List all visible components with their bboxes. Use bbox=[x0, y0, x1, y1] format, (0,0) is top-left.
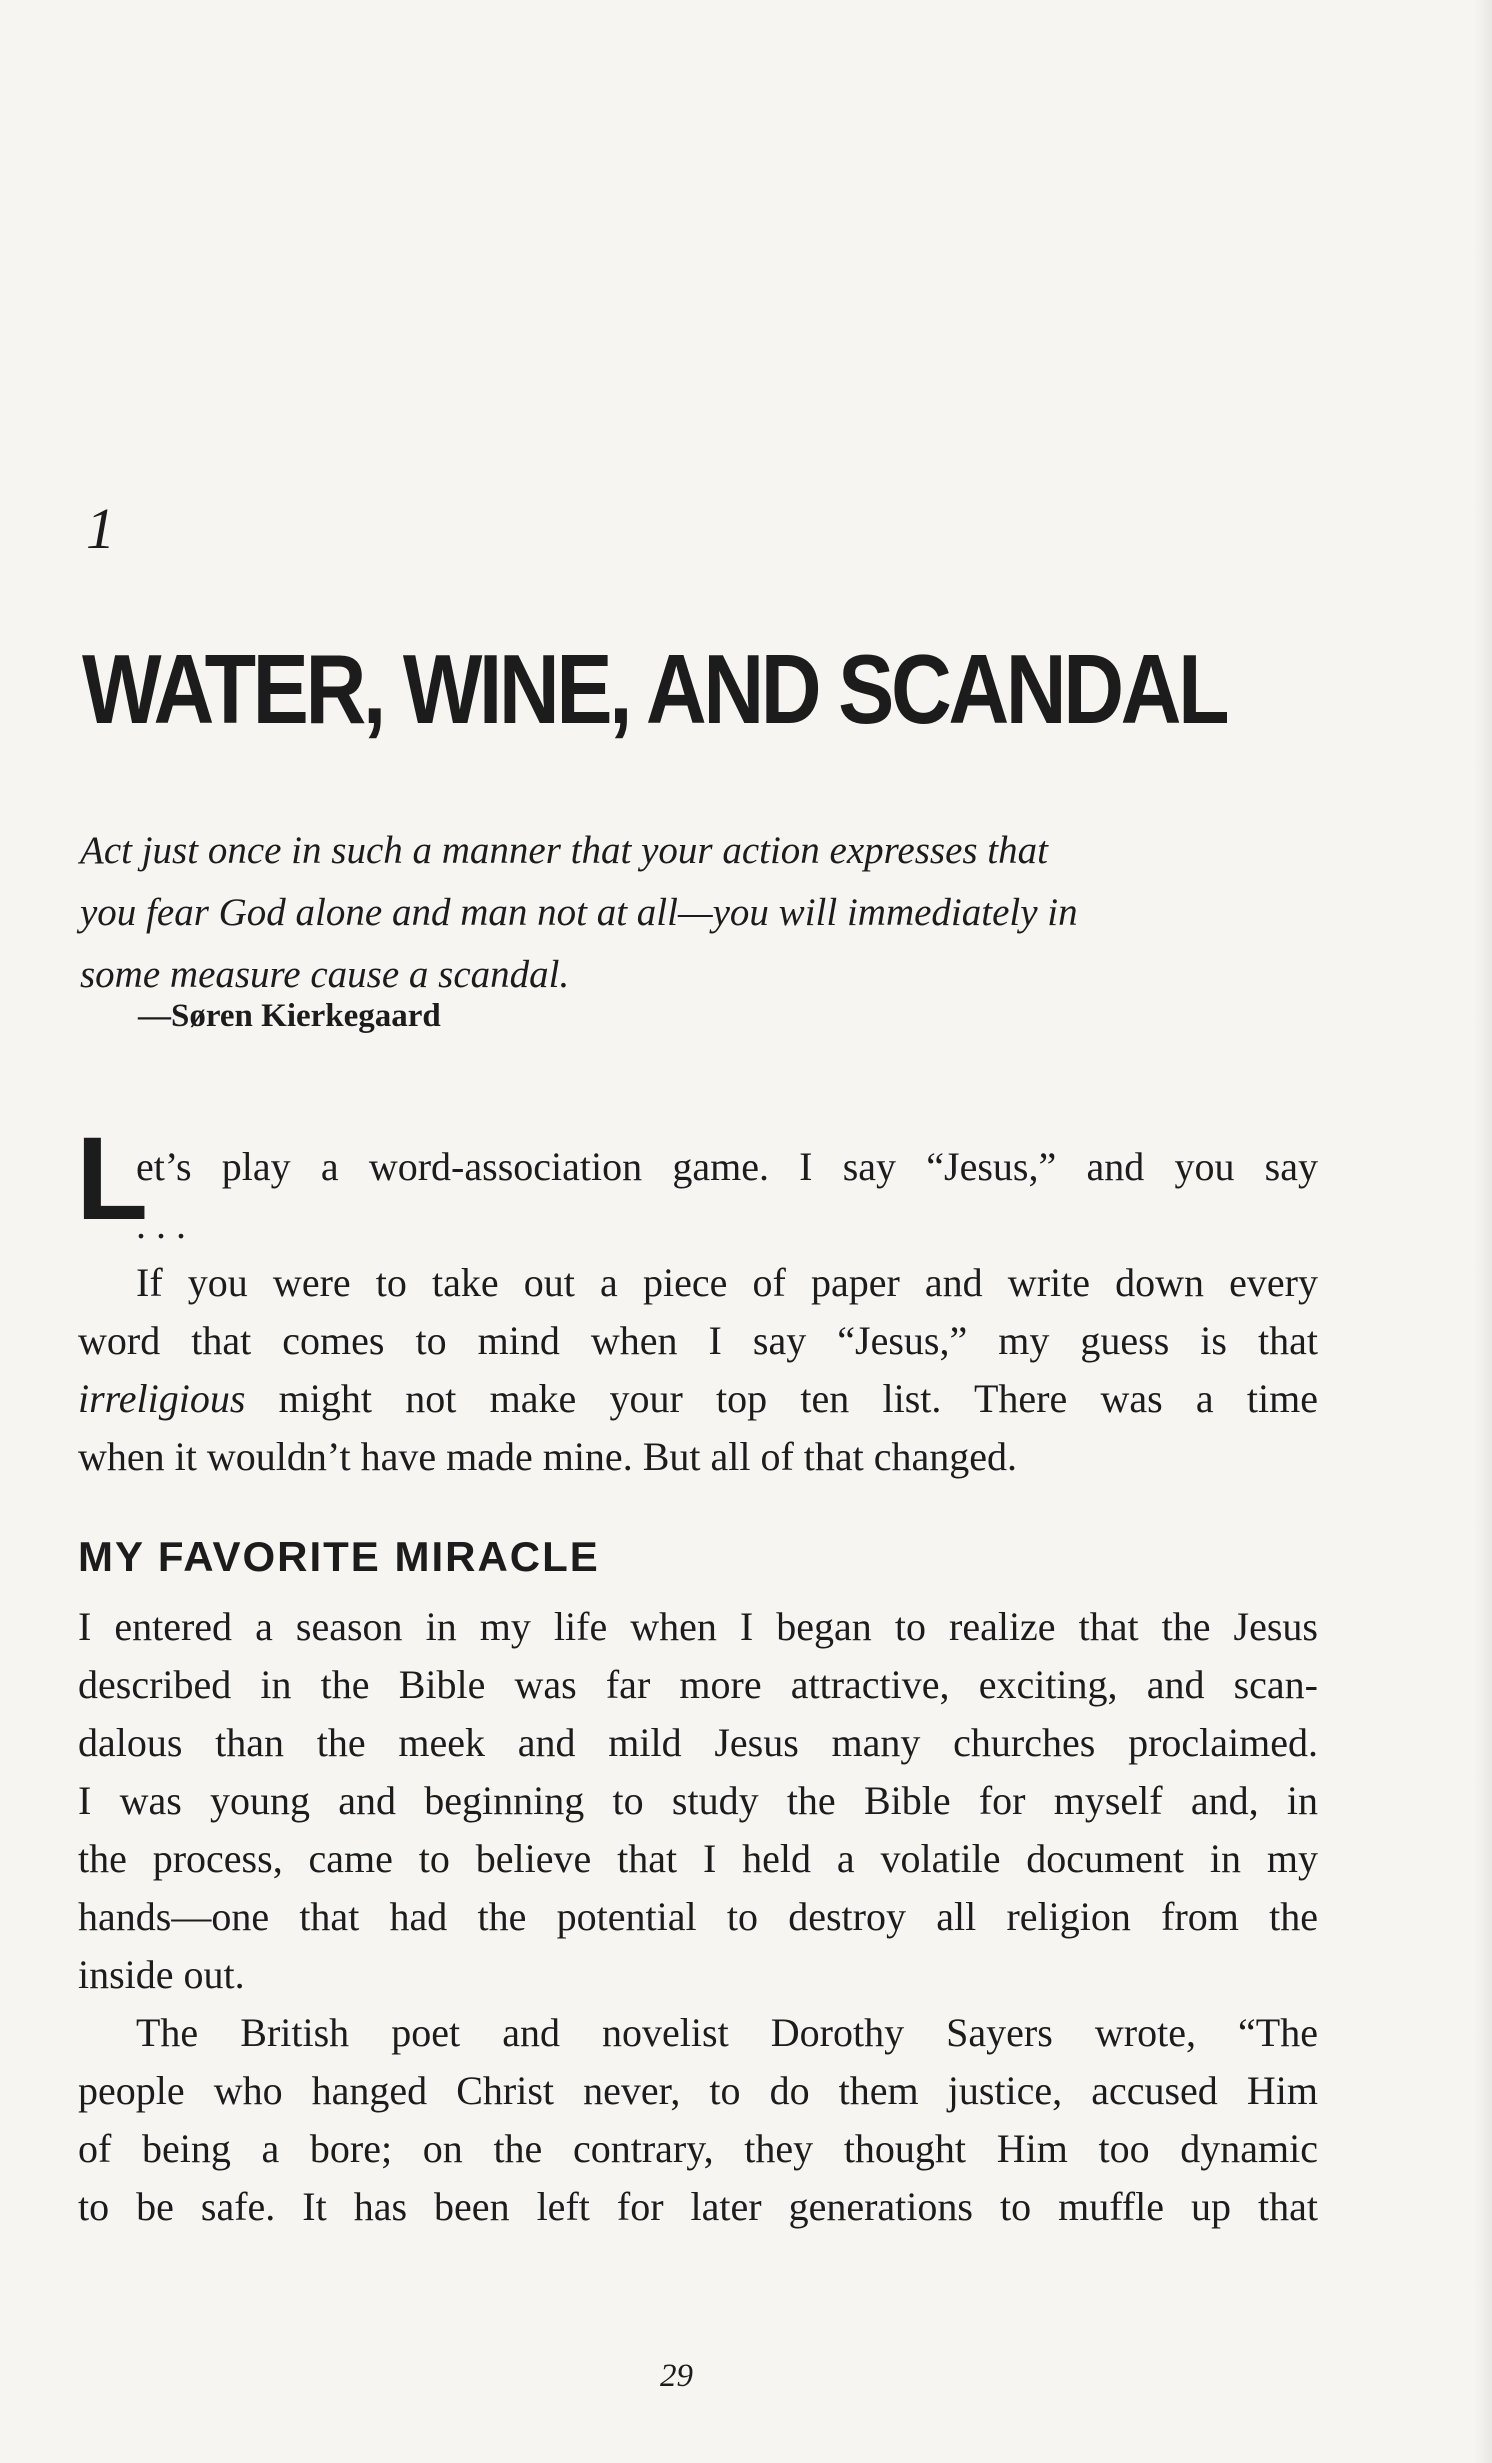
body-line: word that comes to mind when I say “Jesus,” my guess is that bbox=[78, 1318, 1318, 1363]
epigraph bbox=[80, 820, 1320, 1006]
epigraph-line: you fear God alone and man not at all—you will immediately in bbox=[80, 891, 1078, 934]
opening-line bbox=[136, 1138, 1318, 1196]
chapter-title: WATER, WINE, AND SCANDAL bbox=[82, 634, 1227, 744]
epigraph-line: some measure cause a scandal. bbox=[80, 953, 570, 996]
body-line: I was young and beginning to study the Bible for myself and, in bbox=[78, 1778, 1318, 1823]
body-line: when it wouldn’t have made mine. But all of that changed. bbox=[78, 1434, 1018, 1479]
section-paragraph-1 bbox=[78, 1598, 1318, 2004]
body-line: The British poet and novelist Dorothy Sayers wrote, “The bbox=[136, 2010, 1318, 2055]
section-heading: MY FAVORITE MIRACLE bbox=[78, 1533, 600, 1580]
body-line: to be safe. It has been left for later generations to muffle up that bbox=[78, 2184, 1318, 2229]
body-line: I entered a season in my life when I began to realize that the Jesus bbox=[78, 1604, 1318, 1649]
body-line: the process, came to believe that I held a volatile document in my bbox=[78, 1836, 1318, 1881]
opening-second-line: . . . bbox=[136, 1202, 186, 1247]
drop-cap: L bbox=[76, 1113, 149, 1245]
chapter-number: 1 bbox=[86, 496, 115, 561]
body-line: hands—one that had the potential to destroy all religion from the bbox=[78, 1894, 1318, 1939]
body-line: If you were to take out a piece of paper and write down every bbox=[136, 1260, 1318, 1305]
italic-word: irreligious bbox=[78, 1376, 246, 1421]
paragraph-2 bbox=[78, 1254, 1318, 1486]
body-line-rest: might not make your top ten list. There was a time bbox=[245, 1376, 1318, 1421]
epigraph-attribution: —Søren Kierkegaard bbox=[138, 998, 441, 1034]
body-line: inside out. bbox=[78, 1952, 245, 1997]
opening-first-line: et’s play a word-association game. I say “Jesus,” and you say bbox=[136, 1144, 1318, 1189]
page-number: 29 bbox=[660, 2358, 693, 2394]
body-line: dalous than the meek and mild Jesus many churches proclaimed. bbox=[78, 1720, 1318, 1765]
page-edge-shadow bbox=[1474, 0, 1492, 2463]
body-line: people who hanged Christ never, to do them justice, accused Him bbox=[78, 2068, 1318, 2113]
body-line: of being a bore; on the contrary, they thought Him too dynamic bbox=[78, 2126, 1318, 2171]
section-paragraph-2 bbox=[78, 2004, 1318, 2236]
body-line: described in the Bible was far more attractive, exciting, and scan- bbox=[78, 1662, 1318, 1707]
body-line-italic-start bbox=[78, 1370, 1318, 1428]
epigraph-line: Act just once in such a manner that your action expresses that bbox=[80, 829, 1048, 872]
